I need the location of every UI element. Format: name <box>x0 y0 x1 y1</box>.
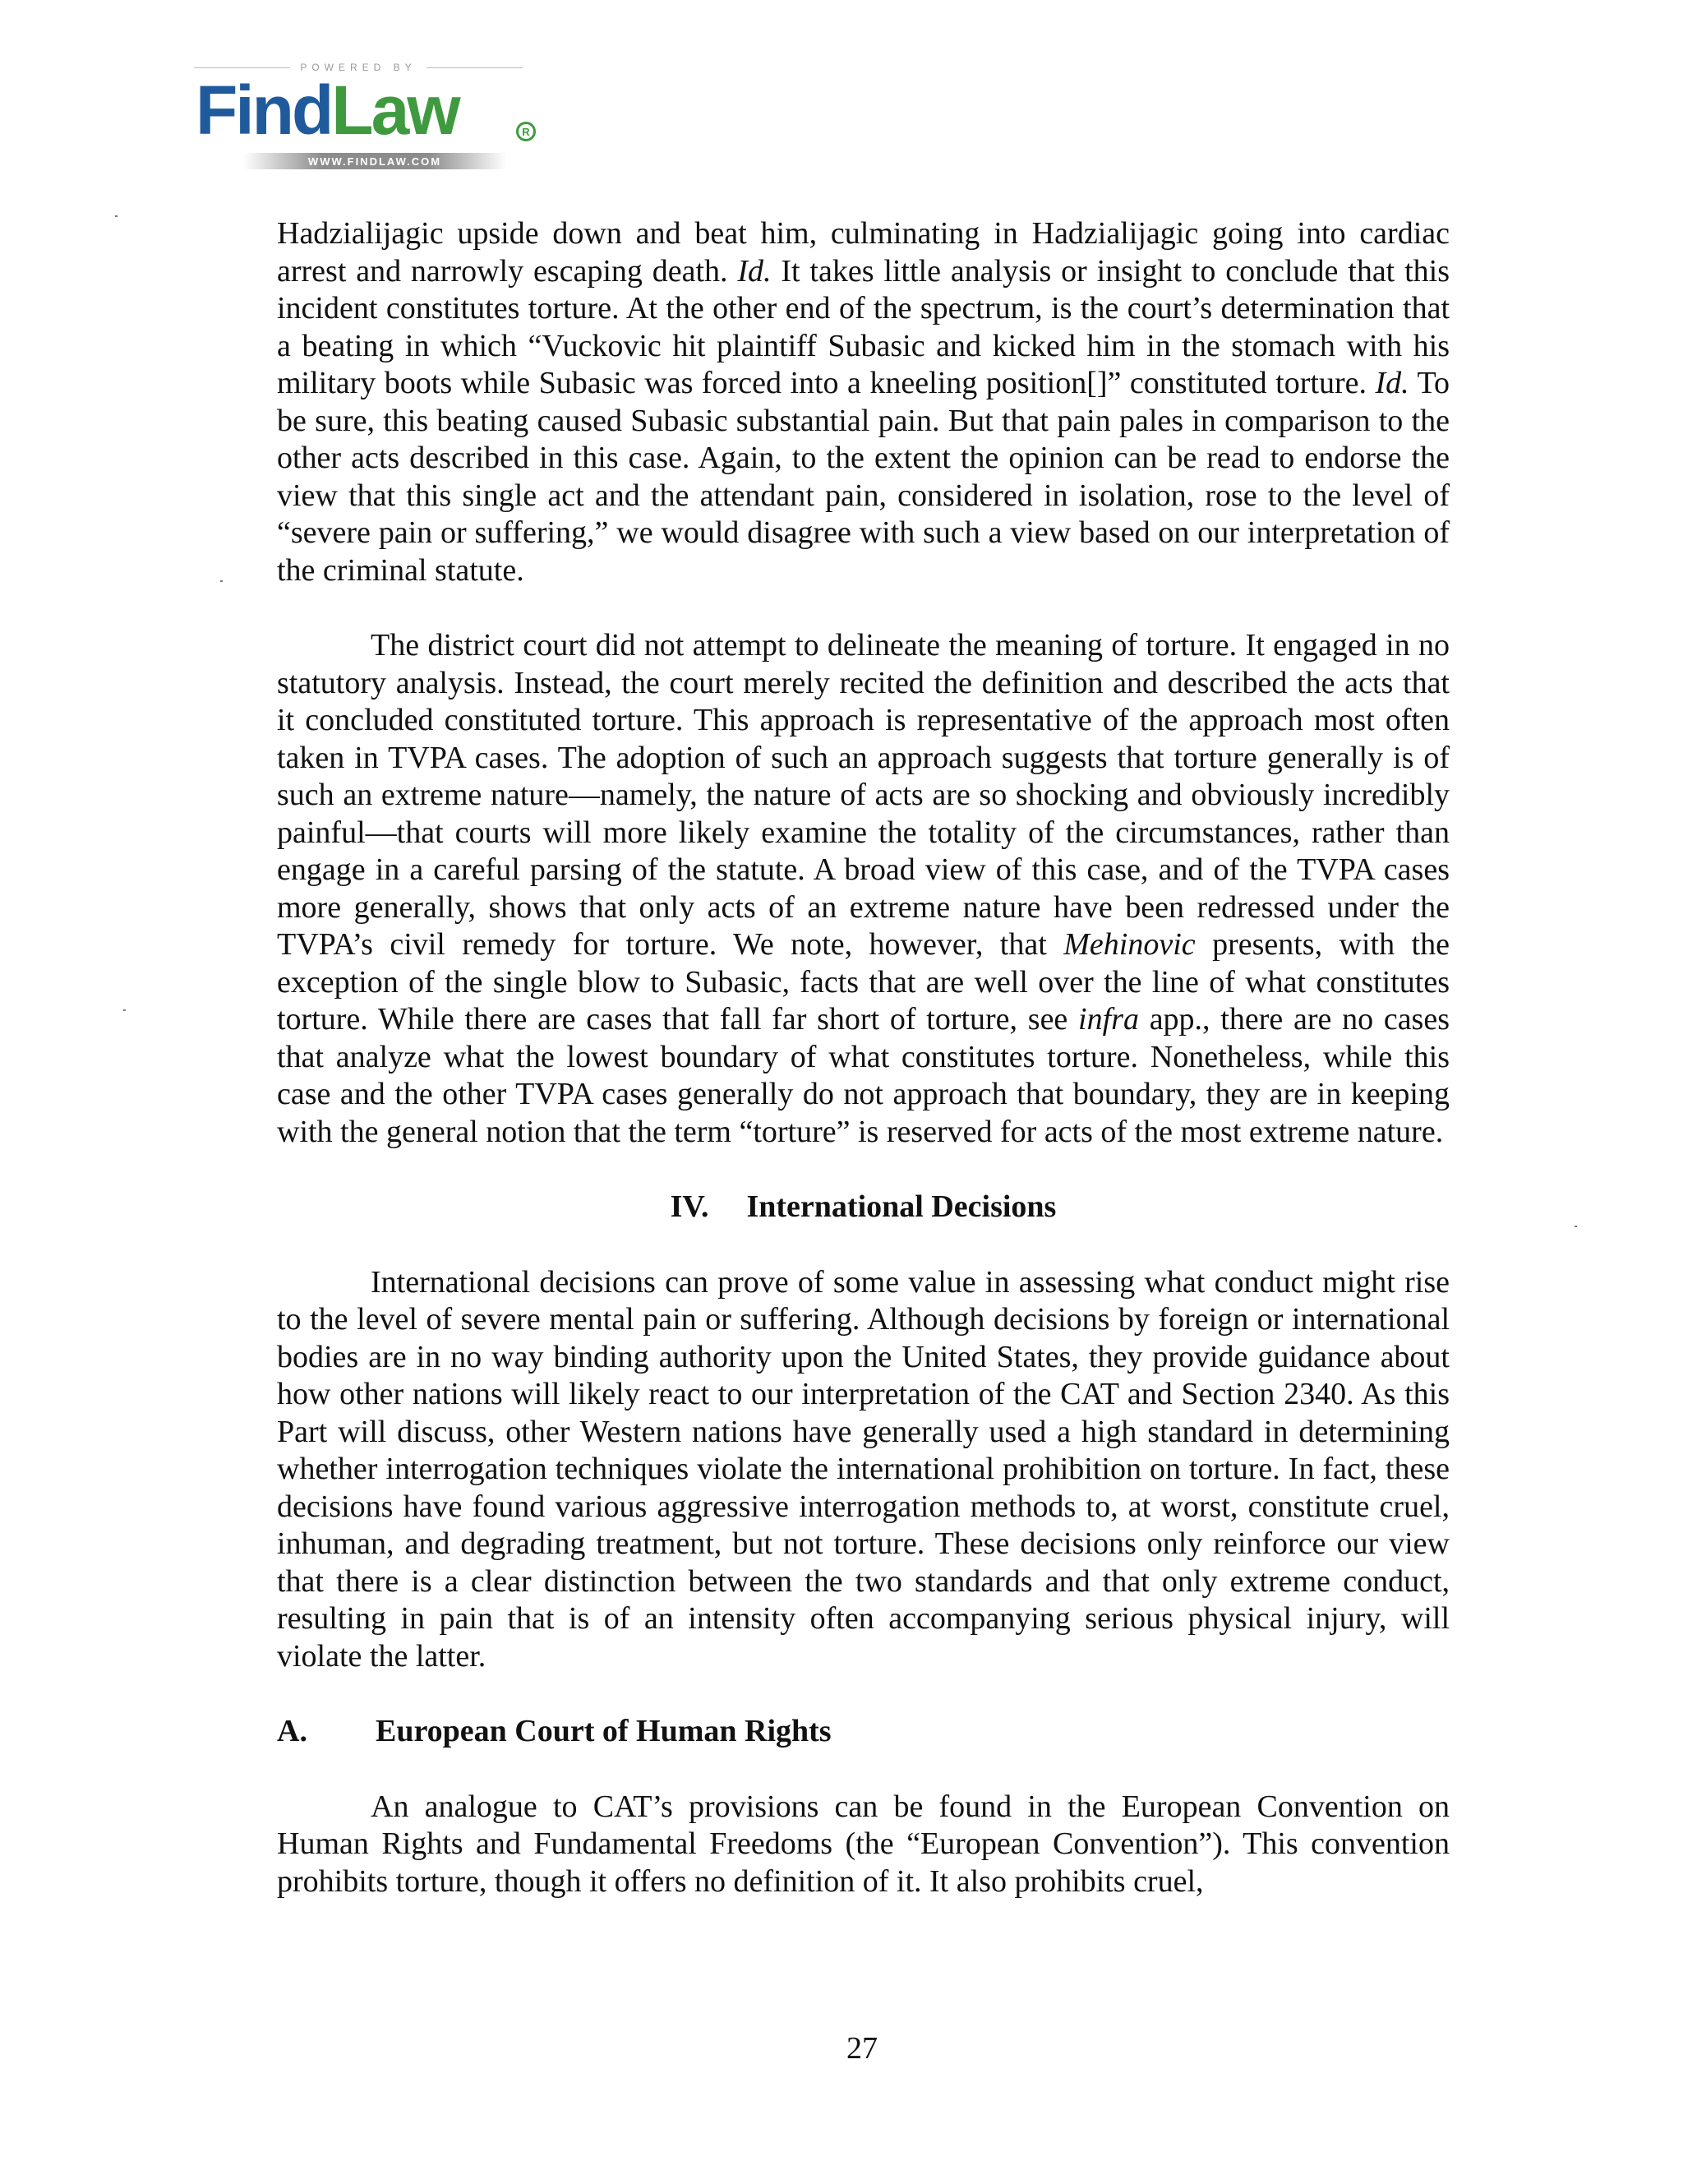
scan-speck <box>1575 1226 1577 1227</box>
logo-law: Law <box>331 72 459 149</box>
case-name-mehinovic: Mehinovic <box>1063 927 1196 962</box>
citation-id: Id. <box>737 253 772 289</box>
section-heading <box>277 1189 1450 1226</box>
subsection-number: A. <box>277 1714 307 1748</box>
paragraph-1-text-c: To be sure, this beating caused Subasic substantial pain. But that pain pales in comparison to the other acts described in this case. Again, to the extent the opinion can be read to endorse the view that this single act and the attendant pain, considered in isolation, rose to the level of “severe pain or suffering,” we would disagree with such a view based on our interpretation of the criminal statute. <box>277 366 1450 588</box>
page-number: 27 <box>846 2031 878 2066</box>
registered-trademark-icon: R <box>516 122 536 141</box>
subsection-title: European Court of Human Rights <box>376 1714 832 1748</box>
paragraph-2-text-a: The district court did not attempt to delineate the meaning of torture. It engaged in no statutory analysis. Instead, the court merely recited the definition and described the acts that it concluded constituted torture. This approach is representative of the approach most often taken in TVPA cases. The adoption of such an approach suggests that torture generally is of such an extreme nature—namely, the nature of acts are so shocking and obviously incredibly painful—that courts will more likely examine the totality of the circumstances, rather than engage in a careful parsing of the statute. A broad view of this case, and of the TVPA cases more generally, shows that only acts of an extreme nature have been redressed under the TVPA’s civil remedy for torture. We note, however, that <box>277 628 1450 962</box>
subsection-heading <box>277 1713 1450 1751</box>
section-title: International Decisions <box>746 1189 1057 1224</box>
powered-by-rule-left <box>194 67 290 68</box>
paragraph-2 <box>277 627 1450 1151</box>
document-body <box>277 215 1450 1900</box>
paragraph-2-text-b: presents, with the exception of the single blow to Subasic, facts that are well over the line of what constitutes torture. While there are cases that fall far short of torture, see <box>277 927 1450 1037</box>
logo-url: WWW.FINDLAW.COM <box>243 153 506 169</box>
scan-speck <box>123 1009 126 1011</box>
paragraph-3: International decisions can prove of some value in assessing what conduct might rise to the level of severe mental pain or suffering. Although decisions by foreign or international bodies are in no way binding authority upon the United States, they provide guidance about how other nations will likely react to our interpretation of the CAT and Section 2340. As this Part will discuss, other Western nations have generally used a high standard in determining whether interrogation techniques violate the international prohibition on torture. In fact, these decisions have found various aggressive interrogation methods to, at worst, constitute cruel, inhuman, and degrading treatment, but not torture. These decisions only reinforce our view that there is a clear distinction between the two standards and that only extreme conduct, resulting in pain that is of an intensity often accompanying serious physical injury, will violate the latter. <box>277 1264 1450 1674</box>
powered-by-label: POWERED BY <box>300 62 417 73</box>
logo-wordmark <box>196 72 459 149</box>
powered-by-rule-right <box>427 67 523 68</box>
scan-speck <box>220 580 223 582</box>
findlaw-logo <box>194 59 539 174</box>
citation-id: Id. <box>1375 366 1409 400</box>
citation-infra: infra <box>1078 1002 1139 1037</box>
paragraph-1-text-b: It takes little analysis or insight to conclude that this incident constitutes torture. At the other end of the spectrum, is the court’s determination that a beating in which “Vuckovic hit plaintiff Subasic and kicked him in the stomach with his military boots while Subasic was forced into a kneeling position[]” constituted torture. <box>277 253 1450 400</box>
logo-find: Find <box>196 72 332 149</box>
paragraph-1 <box>277 215 1450 589</box>
scan-speck <box>115 215 118 217</box>
paragraph-2-text-c: app., there are no cases that analyze what the lowest boundary of what constitutes torture. Nonetheless, while this case and the other TVPA cases generally do not approach that boundary, they are in keeping with the general notion that the term “torture” is reserved for acts of the most extreme nature. <box>277 1002 1450 1149</box>
paragraph-4: An analogue to CAT’s provisions can be found in the European Convention on Human Rights and Fundamental Freedoms (the “European Convention”). This convention prohibits torture, though it offers no definition of it. It also prohibits cruel, <box>277 1789 1450 1899</box>
section-number: IV. <box>670 1189 709 1224</box>
paragraph-1-text-a: Hadzialijagic upside down and beat him, culminating in Hadzialijagic going into cardiac arrest and narrowly escaping death. <box>277 216 1450 289</box>
